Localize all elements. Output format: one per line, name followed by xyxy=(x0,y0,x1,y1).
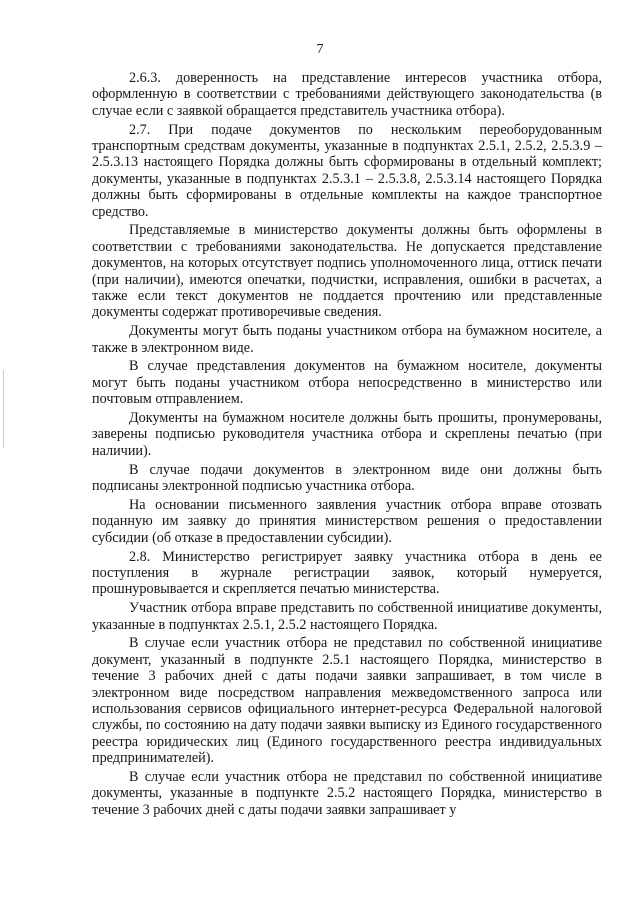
paragraph-request-2-5-2: В случае если участник отбора не представил по собственной инициативе документы, указанные в подпункте 2.5.2 настоящего Порядка, министерство в течение 3 рабочих дней с даты подачи заявки запрашивает у xyxy=(92,768,602,818)
paragraph-request-2-5-1: В случае если участник отбора не представил по собственной инициативе документ, указанный в подпункте 2.5.1 настоящего Порядка, министерство в течение 3 рабочих дней с даты подачи заявки запрашивает, в том числе в электронном виде посредством направления межведомственного запроса или использования сервисов официального интернет-ресурса Федеральной налоговой службы, по состоянию на дату подачи заявки выписку из Единого государственного реестра юридических лиц (Единого государственного реестра индивидуальных предпринимателей). xyxy=(92,635,602,767)
document-body xyxy=(92,70,602,821)
paragraph-paper-binding: Документы на бумажном носителе должны быть прошиты, пронумерованы, заверены подписью руководителя участника отбора и скреплены печатью (при наличии). xyxy=(92,410,602,459)
paragraph-2-7: 2.7. При подаче документов по нескольким переоборудованным транспортным средствам документы, указанные в подпунктах 2.5.1, 2.5.2, 2.5.3.9 – 2.5.3.13 настоящего Порядка должны быть сформированы в отдельный комплект; документы, указанные в подпунктах 2.5.3.1 – 2.5.3.8, 2.5.3.14 настоящего Порядка должны быть сформированы в отдельные комплекты на каждое транспортное средство. xyxy=(92,121,602,220)
paragraph-withdrawal: На основании письменного заявления участник отбора вправе отозвать поданную им заявку до принятия министерством решения о предоставлении субсидии (об отказе в предоставлении субсидии). xyxy=(92,496,602,546)
paragraph-own-initiative: Участник отбора вправе представить по собственной инициативе документы, указанные в подпунктах 2.5.1, 2.5.2 настоящего Порядка. xyxy=(92,600,602,633)
paragraph-2-8: 2.8. Министерство регистрирует заявку участника отбора в день ее поступления в журнале регистрации заявок, который нумеруется, прошнуровывается и скрепляется печатью министерства. xyxy=(92,548,602,598)
scan-edge-mark xyxy=(3,370,4,448)
paragraph-paper-submission: В случае представления документов на бумажном носителе, документы могут быть поданы участником отбора непосредственно в министерство или почтовым отправлением. xyxy=(92,358,602,408)
paragraph-electronic-signature: В случае подачи документов в электронном виде они должны быть подписаны электронной подписью участника отбора. xyxy=(92,461,602,495)
paragraph-2-6-3: 2.6.3. доверенность на представление интересов участника отбора, оформленную в соответствии с требованиями действующего законодательства (в случае если с заявкой обращается представитель участника отбора). xyxy=(92,70,602,119)
paragraph-submission-forms: Документы могут быть поданы участником отбора на бумажном носителе, а также в электронном виде. xyxy=(92,323,602,356)
page-number: 7 xyxy=(316,42,324,57)
paragraph-document-requirements: Представляемые в министерство документы должны быть оформлены в соответствии с требованиями законодательства. Не допускается представление документов, на которых отсутствует подпись уполномоченного лица, оттиск печати (при наличии), имеются опечатки, подчистки, исправления, ошибки в расчетах, а также если текст документов не поддается прочтению или представленные документы содержат противоречивые сведения. xyxy=(92,222,602,321)
